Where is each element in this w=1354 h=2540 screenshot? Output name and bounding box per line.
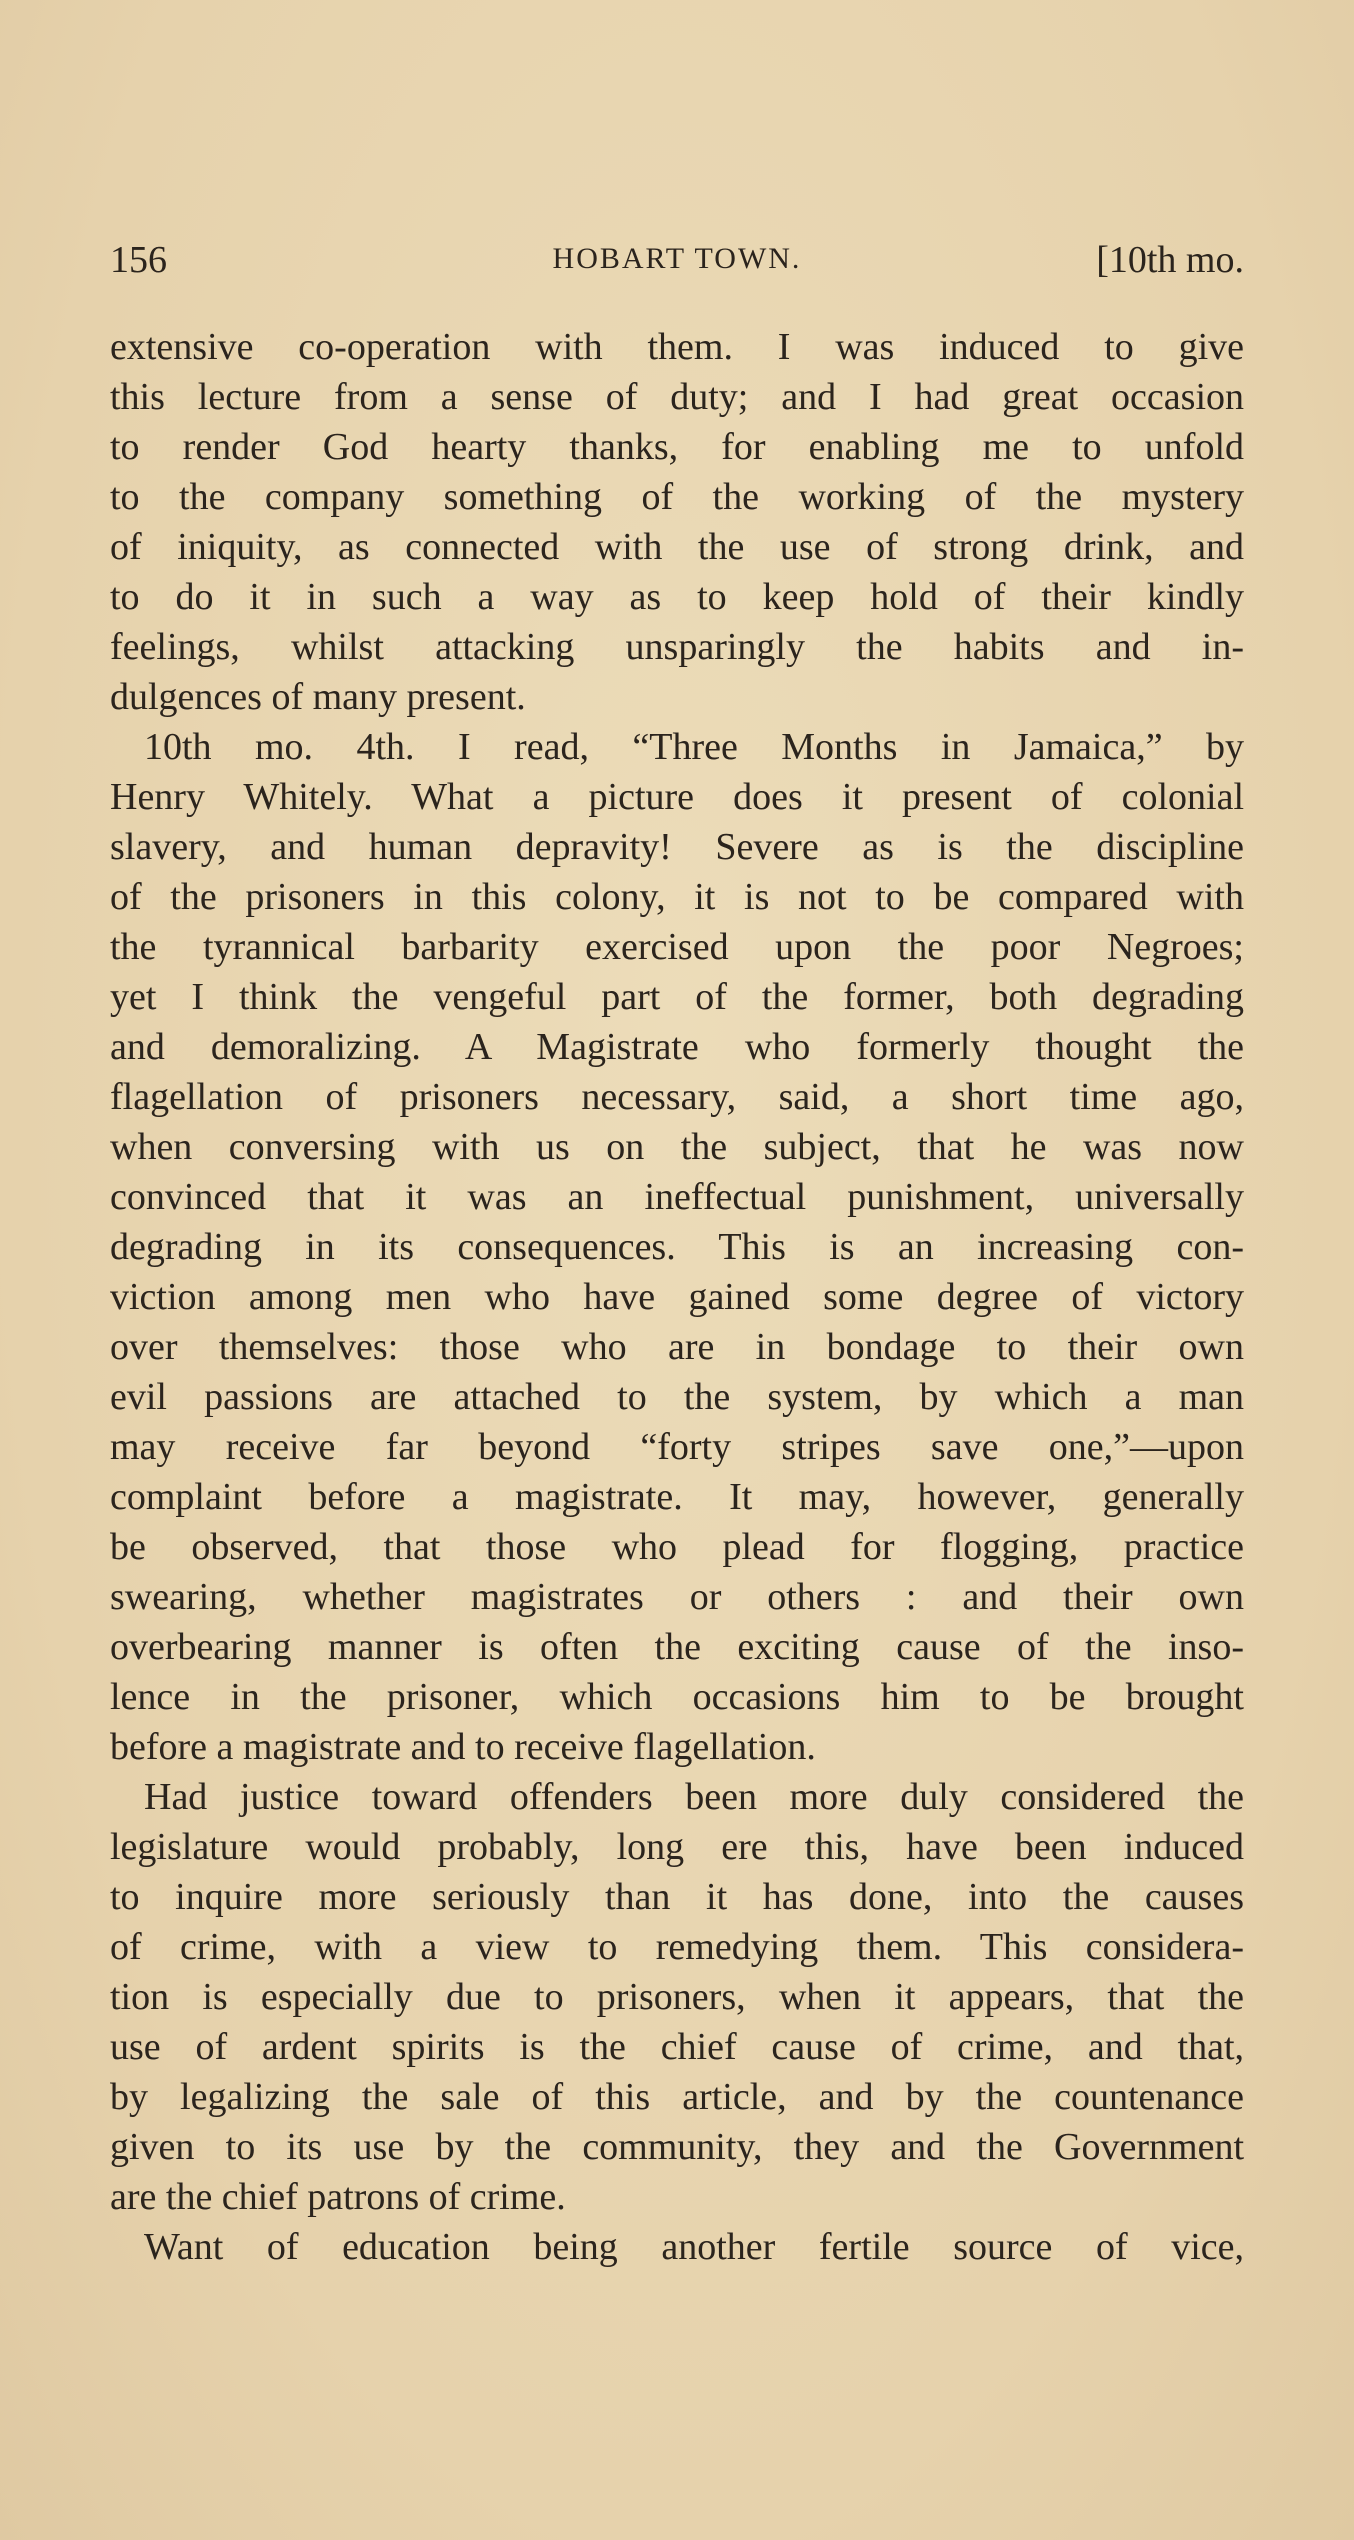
text-line: overbearing manner is often the exciting cause of the inso- <box>110 1626 1244 1668</box>
text-line: to the company something of the working of the mystery <box>110 476 1244 518</box>
text-line: lence in the prisoner, which occasions him to be brought <box>110 1676 1244 1718</box>
body-text <box>110 322 1244 2272</box>
text-line: 10th mo. 4th. I read, “Three Months in Jamaica,” by <box>144 726 1244 768</box>
text-line: Henry Whitely. What a picture does it present of colonial <box>110 776 1244 818</box>
text-line: extensive co-operation with them. I was induced to give <box>110 326 1244 368</box>
text-line: may receive far beyond “forty stripes save one,”—upon <box>110 1426 1244 1468</box>
text-line: yet I think the vengeful part of the former, both degrading <box>110 976 1244 1018</box>
text-line: before a magistrate and to receive flagellation. <box>110 1726 816 1768</box>
text-line: of the prisoners in this colony, it is not to be compared with <box>110 876 1244 918</box>
text-line: feelings, whilst attacking unsparingly the habits and in- <box>110 626 1244 668</box>
text-line: evil passions are attached to the system, by which a man <box>110 1376 1244 1418</box>
text-line: given to its use by the community, they and the Government <box>110 2126 1244 2168</box>
text-line: over themselves: those who are in bondage to their own <box>110 1326 1244 1368</box>
text-line: Want of education being another fertile source of vice, <box>144 2226 1244 2268</box>
text-line: legislature would probably, long ere this, have been induced <box>110 1826 1244 1868</box>
text-line: convinced that it was an ineffectual punishment, universally <box>110 1176 1244 1218</box>
page-number: 156 <box>110 239 167 281</box>
text-line: be observed, that those who plead for flogging, practice <box>110 1526 1244 1568</box>
section-marker: [10th mo. <box>1096 239 1244 281</box>
text-line: of crime, with a view to remedying them. This considera- <box>110 1926 1244 1968</box>
text-line: use of ardent spirits is the chief cause of crime, and that, <box>110 2026 1244 2068</box>
text-line: degrading in its consequences. This is an increasing con- <box>110 1226 1244 1268</box>
text-line: complaint before a magistrate. It may, however, generally <box>110 1476 1244 1518</box>
text-line: are the chief patrons of crime. <box>110 2176 566 2218</box>
text-line: Had justice toward offenders been more duly considered the <box>144 1776 1244 1818</box>
text-line: this lecture from a sense of duty; and I had great occasion <box>110 376 1244 418</box>
text-line: to render God hearty thanks, for enabling me to unfold <box>110 426 1244 468</box>
text-line: viction among men who have gained some degree of victory <box>110 1276 1244 1318</box>
text-line: to do it in such a way as to keep hold of their kindly <box>110 576 1244 618</box>
text-line: slavery, and human depravity! Severe as is the discipline <box>110 826 1244 868</box>
text-line: when conversing with us on the subject, that he was now <box>110 1126 1244 1168</box>
text-line: flagellation of prisoners necessary, said, a short time ago, <box>110 1076 1244 1118</box>
text-line: tion is especially due to prisoners, when it appears, that the <box>110 1976 1244 2018</box>
text-line: by legalizing the sale of this article, and by the countenance <box>110 2076 1244 2118</box>
text-line: dulgences of many present. <box>110 676 526 718</box>
running-title: HOBART TOWN. <box>552 242 802 275</box>
running-header <box>110 238 1244 288</box>
text-line: swearing, whether magistrates or others : and their own <box>110 1576 1244 1618</box>
text-line: and demoralizing. A Magistrate who formerly thought the <box>110 1026 1244 1068</box>
text-line: of iniquity, as connected with the use of strong drink, and <box>110 526 1244 568</box>
text-line: the tyrannical barbarity exercised upon the poor Negroes; <box>110 926 1244 968</box>
text-line: to inquire more seriously than it has done, into the causes <box>110 1876 1244 1918</box>
